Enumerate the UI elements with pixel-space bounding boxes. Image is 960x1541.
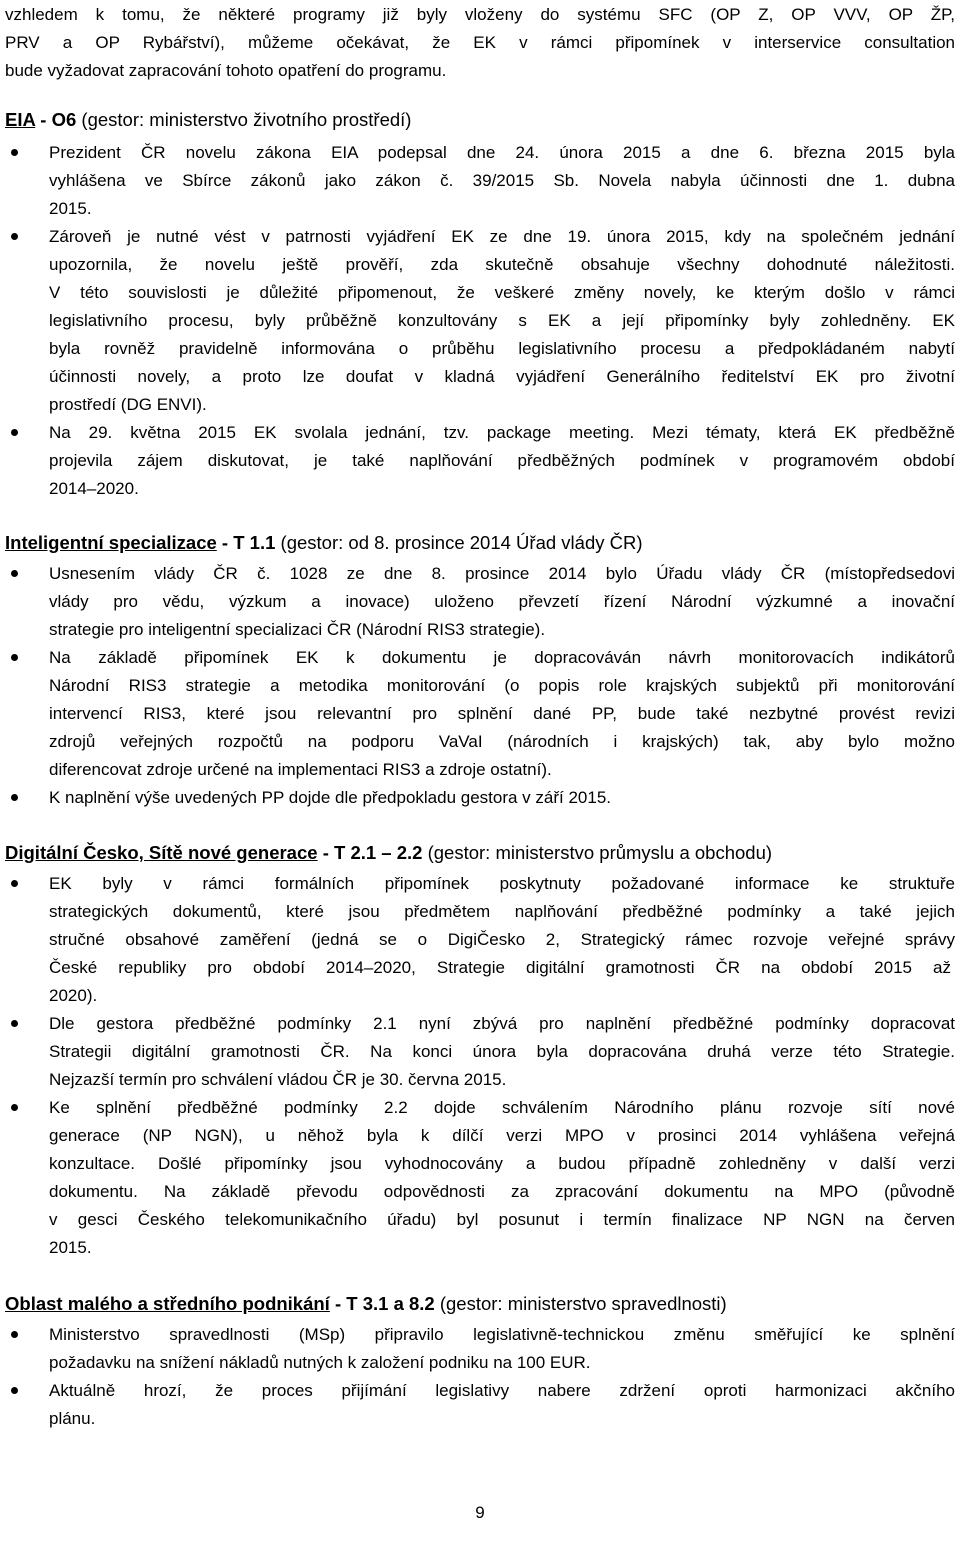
heading-title: Oblast malého a středního podnikání [5,1293,330,1314]
bullet-icon [11,880,18,887]
text-line: bude vyžadovat zapracování tohoto opatření do programu. [5,61,447,80]
text-line: Strategii digitální gramotnosti ČR. Na konci února byla dopracována druhá verze této Strategie. [49,1042,955,1061]
text-line: EK byly v rámci formálních připomínek poskytnuty požadované informace ke struktuře [49,874,955,893]
text-line: Dle gestora předběžné podmínky 2.1 nyní zbývá pro naplnění předběžné podmínky dopracovat [49,1014,955,1033]
text-line: Usnesením vlády ČR č. 1028 ze dne 8. prosince 2014 bylo Úřadu vlády ČR (místopředsedovi [49,564,955,583]
section-heading-eia [5,110,411,130]
bullet-icon [11,233,18,240]
text-line: Na základě připomínek EK k dokumentu je dopracováván návrh monitorovacích indikátorů [49,648,955,667]
text-line: 2020). [49,986,98,1005]
heading-title: EIA [5,109,36,130]
heading-gestor: (gestor: ministerstvo životního prostředí) [76,109,412,130]
text-line: vzhledem k tomu, že některé programy již byly vloženy do systému SFC (OP Z, OP VVV, OP ŽP, [5,5,955,24]
heading-code: - T 3.1 a 8.2 [329,1293,435,1314]
text-line: K naplnění výše uvedených PP dojde dle předpokladu gestora v září 2015. [49,788,612,807]
text-line: vyhlášena ve Sbírce zákonů jako zákon č. 39/2015 Sb. Novela nabyla účinnosti dne 1. dubna [49,171,955,190]
bullet-icon [11,429,18,436]
text-line: 2015. [49,1238,92,1257]
text-line: diferencovat zdroje určené na implementaci RIS3 a zdroje ostatní). [49,760,552,779]
text-line: Zároveň je nutné vést v patrnosti vyjádření EK ze dne 19. února 2015, kdy na společném jednání [49,227,955,246]
text-line: byla rovněž pravidelně informována o průběhu legislativního procesu a předpokládaném nabytí [49,339,955,358]
text-line: konzultace. Došlé připomínky jsou vyhodnocovány a budou případně zohledněny v další verzi [49,1154,955,1173]
text-line: plánu. [49,1409,96,1428]
text-line: intervencí RIS3, které jsou relevantní pro splnění dané PP, bude také nezbytné provést revizi [49,704,955,723]
bullet-icon [11,794,18,801]
text-line: Na 29. května 2015 EK svolala jednání, tzv. package meeting. Mezi tématy, která EK předběžně [49,423,955,442]
bullet-icon [11,654,18,661]
text-line: 2014–2020. [49,479,139,498]
heading-title: Inteligentní specializace [5,532,217,553]
text-line: legislativního procesu, byly průběžně konzultovány s EK a její připomínky byly zohledněny. EK [49,311,955,330]
text-line: 2015. [49,199,92,218]
heading-gestor: (gestor: ministerstvo průmyslu a obchodu) [422,842,773,863]
text-line: Národní RIS3 strategie a metodika monitorování (o popis role krajských subjektů při monitorování [49,676,955,695]
text-line: stručné obsahové zaměření (jedná se o DigiČesko 2, Strategický rámec rozvoje veřejné správy [49,930,955,949]
bullet-icon [11,149,18,156]
heading-code: - O6 [35,109,77,130]
text-line: Ministerstvo spravedlnosti (MSp) připravilo legislativně-technickou změnu směřující ke splnění [49,1325,955,1344]
text-line: vlády pro vědu, výzkum a inovace) uloženo převzetí řízení Národní výzkumné a inovační [49,592,955,611]
heading-title: Digitální Česko, Sítě nové generace [5,842,318,863]
text-line: České republiky pro období 2014–2020, Strategie digitální gramotnosti ČR na období 2015 až [49,958,951,977]
text-line: Ke splnění předběžné podmínky 2.2 dojde schválením Národního plánu rozvoje sítí nové [49,1098,955,1117]
text-line: Aktuálně hrozí, že proces přijímání legislativy nabere zdržení oproti harmonizaci akčního [49,1381,955,1400]
text-line: požadavku na snížení nákladů nutných k založení podniku na 100 EUR. [49,1353,591,1372]
text-line: Nejzazší termín pro schválení vládou ČR je 30. června 2015. [49,1070,507,1089]
text-line: Prezident ČR novelu zákona EIA podepsal dne 24. února 2015 a dne 6. března 2015 byla [49,143,955,162]
bullet-icon [11,1020,18,1027]
heading-code: - T 2.1 – 2.2 [317,842,423,863]
text-line: generace (NP NGN), u něhož byla k dílčí verzi MPO v prosinci 2014 vyhlášena veřejná [49,1126,955,1145]
text-line: upozornila, že novelu ještě prověří, zda skutečně obsahuje všechny dohodnuté náležitosti. [49,255,955,274]
text-line: strategie pro inteligentní specializaci ČR (Národní RIS3 strategie). [49,620,546,639]
text-line: zdrojů veřejných rozpočtů na podporu VaVaI (národních i krajských) tak, aby bylo možno [49,732,955,751]
section-heading-sme [5,1294,727,1314]
text-line: PRV a OP Rybářství), můžeme očekávat, že EK v rámci připomínek v interservice consultation [5,33,955,52]
heading-code: - T 1.1 [216,532,276,553]
page-number: 9 [475,1503,485,1522]
text-line: projevila zájem diskutovat, je také naplňování předběžných podmínek v programovém období [49,451,955,470]
bullet-icon [11,1104,18,1111]
text-line: v gesci Českého telekomunikačního úřadu) byl posunut i termín finalizace NP NGN na červen [49,1210,955,1229]
text-line: dokumentu. Na základě převodu odpovědnosti za zpracování dokumentu na MPO (původně [49,1182,955,1201]
section-heading-digital [5,843,772,863]
section-heading-ris3 [5,533,643,553]
bullet-icon [11,570,18,577]
text-line: účinnosti novely, a proto lze doufat v kladná vyjádření Generálního ředitelství EK pro životní [49,367,955,386]
text-line: prostředí (DG ENVI). [49,395,207,414]
bullet-icon [11,1331,18,1338]
text-line: strategických dokumentů, které jsou předmětem naplňování předběžné podmínky a také jejich [49,902,955,921]
heading-gestor: (gestor: ministerstvo spravedlnosti) [434,1293,727,1314]
heading-gestor: (gestor: od 8. prosince 2014 Úřad vlády ČR) [275,532,643,553]
bullet-icon [11,1387,18,1394]
text-line: V této souvislosti je důležité připomenout, že veškeré změny novely, ke kterým došlo v rámci [49,283,955,302]
